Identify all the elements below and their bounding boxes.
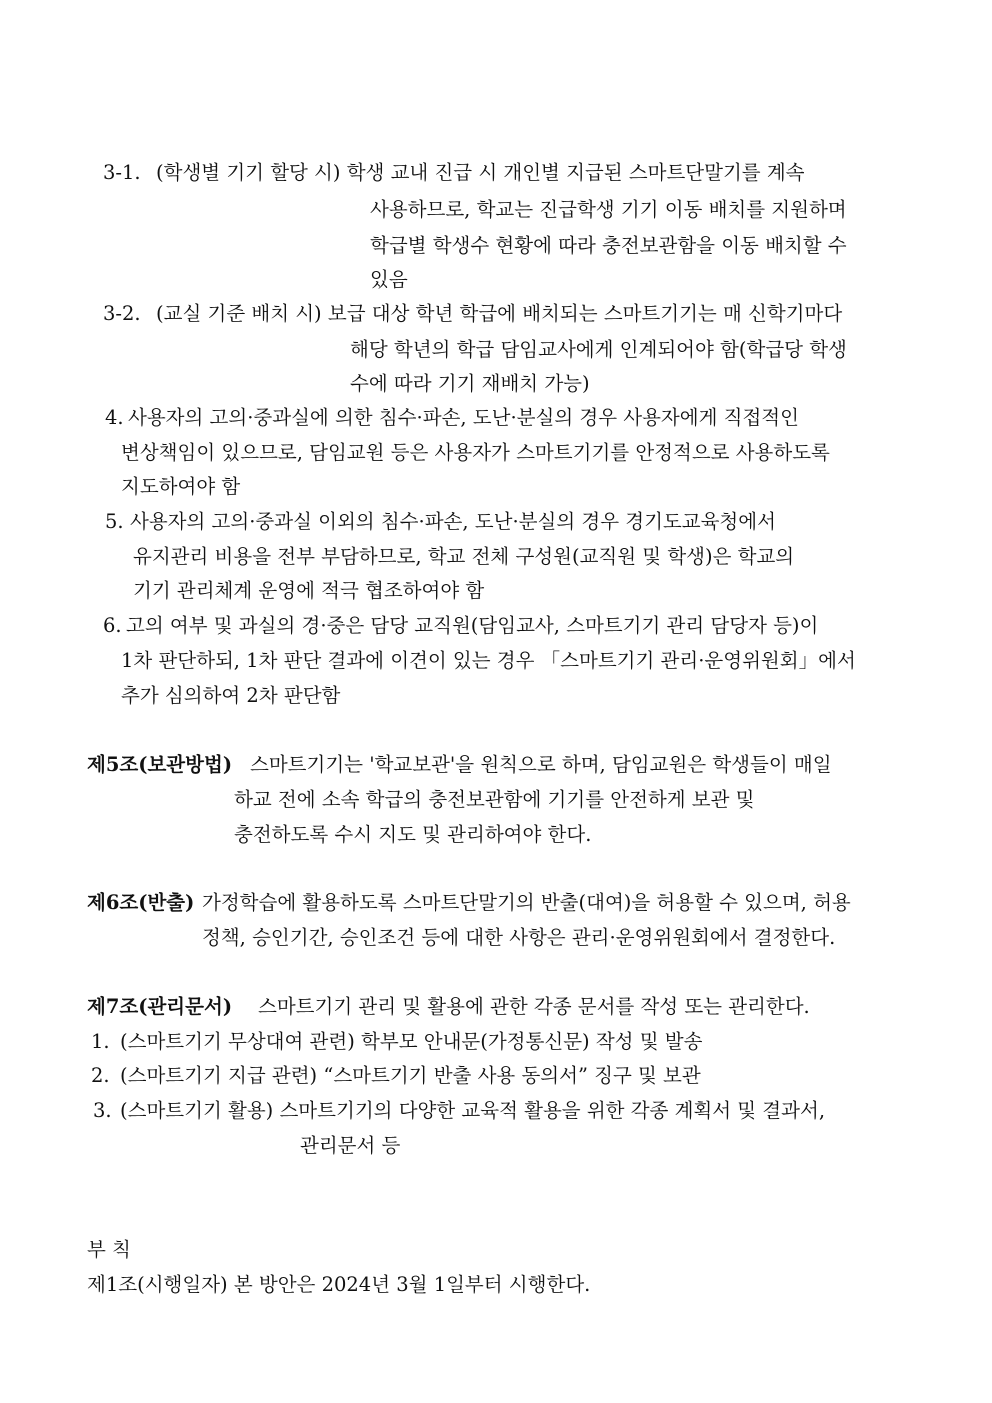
item-3-2-label: 3-2.	[103, 302, 141, 325]
article-7-item-3-line: (스마트기기 활용) 스마트기기의 다양한 교육적 활용을 위한 각종 계획서 및 결과서,	[120, 1099, 826, 1122]
item-3-1-line: 학급별 학생수 현황에 따라 충전보관함을 이동 배치할 수	[370, 234, 847, 257]
item-4-line: 사용자의 고의·중과실에 의한 침수·파손, 도난·분실의 경우 사용자에게 직접적인	[128, 406, 799, 429]
item-4-label: 4.	[105, 406, 124, 429]
article-7-intro: 스마트기기 관리 및 활용에 관한 각종 문서를 작성 또는 관리한다.	[258, 995, 810, 1018]
article-7-item-2-label: 2.	[91, 1064, 110, 1087]
article-7-title: 제7조(관리문서)	[87, 995, 233, 1018]
article-7-item-3-line: 관리문서 등	[300, 1134, 401, 1157]
item-6-label: 6.	[103, 614, 122, 637]
article-5-line: 하교 전에 소속 학급의 충전보관함에 기기를 안전하게 보관 및	[234, 788, 755, 811]
item-6-line: 고의 여부 및 과실의 경·중은 담당 교직원(담임교사, 스마트기기 관리 담당자 등)이	[126, 614, 819, 637]
addendum-text: 제1조(시행일자) 본 방안은 2024년 3월 1일부터 시행한다.	[87, 1273, 591, 1296]
article-6-line: 가정학습에 활용하도록 스마트단말기의 반출(대여)을 허용할 수 있으며, 허용	[202, 891, 851, 914]
article-7-item-1-label: 1.	[91, 1030, 110, 1053]
article-7-item-2-line: (스마트기기 지급 관련) “스마트기기 반출 사용 동의서” 징구 및 보관	[120, 1064, 701, 1087]
item-6-line: 추가 심의하여 2차 판단함	[121, 684, 341, 707]
item-4-line: 지도하여야 함	[121, 475, 241, 498]
article-7-item-1-line: (스마트기기 무상대여 관련) 학부모 안내문(가정통신문) 작성 및 발송	[120, 1030, 703, 1053]
item-3-2-line: 수에 따라 기기 재배치 가능)	[350, 372, 590, 395]
item-5-line: 유지관리 비용을 전부 부담하므로, 학교 전체 구성원(교직원 및 학생)은 학교의	[133, 545, 795, 568]
item-5-line: 사용자의 고의·중과실 이외의 침수·파손, 도난·분실의 경우 경기도교육청에서	[130, 510, 776, 533]
item-6-line: 1차 판단하되, 1차 판단 결과에 이견이 있는 경우 「스마트기기 관리·운영위원회」에서	[121, 649, 856, 672]
article-7-item-3-label: 3.	[93, 1099, 112, 1122]
item-4-line: 변상책임이 있으므로, 담임교원 등은 사용자가 스마트기기를 안정적으로 사용하도록	[121, 441, 830, 464]
item-3-1-line: 사용하므로, 학교는 진급학생 기기 이동 배치를 지원하며	[370, 198, 847, 221]
item-3-2-line: 해당 학년의 학급 담임교사에게 인계되어야 함(학급당 학생	[350, 338, 847, 361]
item-3-1-line: 있음	[370, 268, 408, 291]
addendum-heading: 부 칙	[87, 1238, 131, 1261]
article-5-line: 충전하도록 수시 지도 및 관리하여야 한다.	[234, 823, 592, 846]
article-5-title: 제5조(보관방법)	[87, 753, 233, 776]
article-6-title: 제6조(반출)	[87, 891, 195, 914]
item-5-line: 기기 관리체계 운영에 적극 협조하여야 함	[133, 579, 485, 602]
item-5-label: 5.	[105, 510, 124, 533]
item-3-1-line: (학생별 기기 할당 시) 학생 교내 진급 시 개인별 지급된 스마트단말기를 계속	[156, 161, 805, 184]
article-6-line: 정책, 승인기간, 승인조건 등에 대한 사항은 관리·운영위원회에서 결정한다.	[202, 926, 836, 949]
item-3-2-line: (교실 기준 배치 시) 보급 대상 학년 학급에 배치되는 스마트기기는 매 신학기마다	[156, 302, 843, 325]
item-3-1-label: 3-1.	[103, 161, 141, 184]
article-5-line: 스마트기기는 '학교보관'을 원칙으로 하며, 담임교원은 학생들이 매일	[250, 753, 832, 776]
